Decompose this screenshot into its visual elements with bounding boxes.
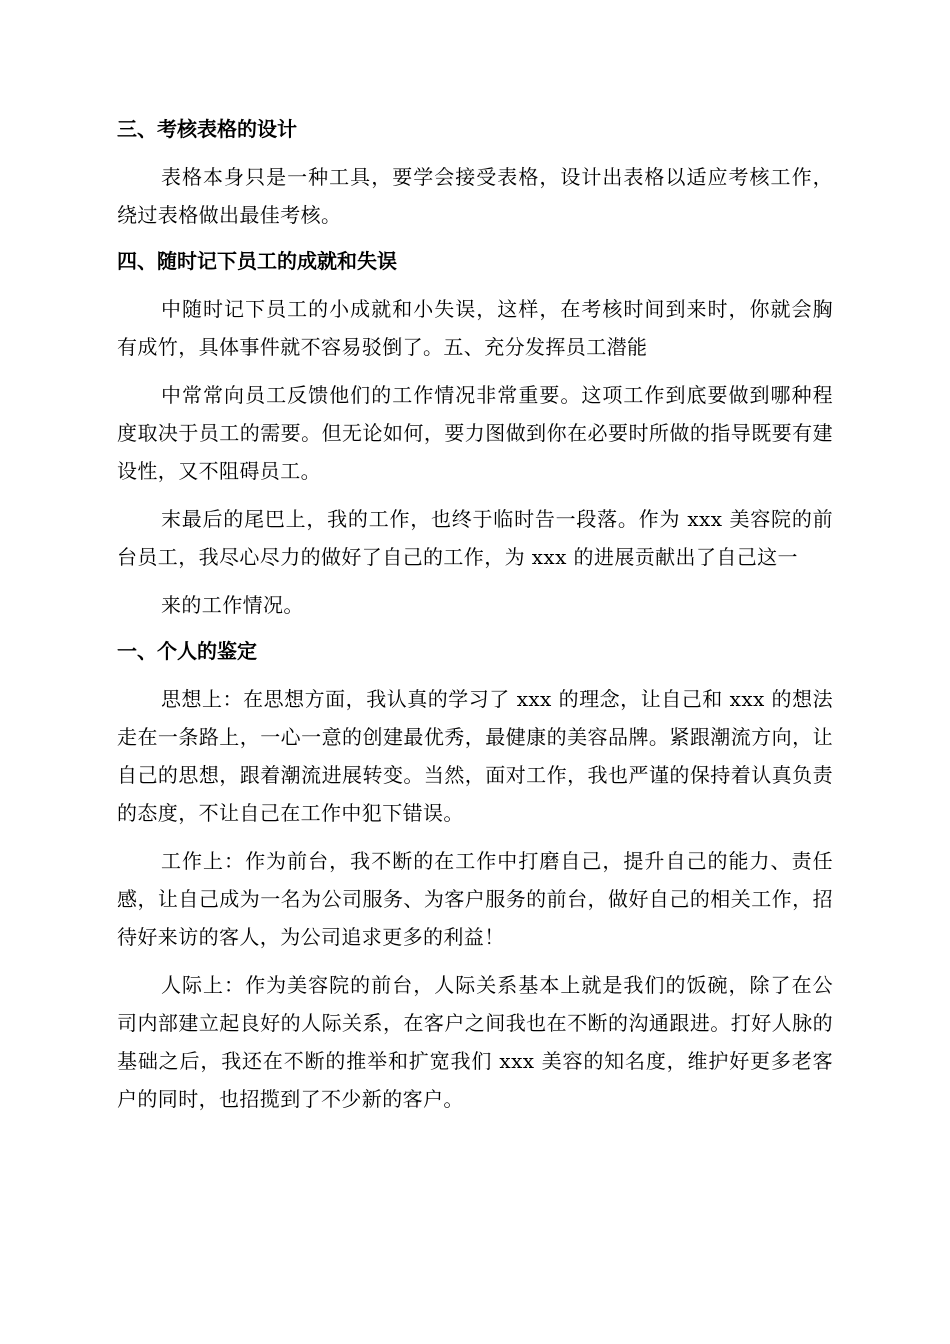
section-heading-3: 三、考核表格的设计 [117, 117, 297, 141]
section-heading-1: 一、个人的鉴定 [117, 639, 257, 663]
paragraph-thought: 思想上：在思想方面，我认真的学习了 xxx 的理念，让自己和 xxx 的想法走在一条路上，一心一意的创建最优秀，最健康的美容品牌。紧跟潮流方向，让自己的思想，跟着潮流进展转变。当然，面对工作，我也严谨的保持着认真负责的态度，不让自己在工作中犯下错误。 [117, 687, 833, 825]
paragraph-work: 工作上：作为前台，我不断的在工作中打磨自己，提升自己的能力、责任感，让自己成为一名为公司服务、为客户服务的前台，做好自己的相关工作，招待好来访的客人，为公司追求更多的利益！ [117, 849, 833, 949]
section-heading-4: 四、随时记下员工的成就和失误 [117, 249, 397, 273]
paragraph: 末最后的尾巴上，我的工作，也终于临时告一段落。作为 xxx 美容院的前台员工，我尽心尽力的做好了自己的工作，为 xxx 的进展贡献出了自己这一 [117, 507, 833, 569]
paragraph: 来的工作情况。 [161, 593, 304, 617]
paragraph: 中随时记下员工的小成就和小失误，这样，在考核时间到来时，你就会胸有成竹，具体事件就不容易驳倒了。五、充分发挥员工潜能 [117, 297, 833, 359]
document-page [117, 112, 833, 1128]
paragraph: 中常常向员工反馈他们的工作情况非常重要。这项工作到底要做到哪种程度取决于员工的需要。但无论如何，要力图做到你在必要时所做的指导既要有建设性，又不阻碍员工。 [117, 383, 833, 483]
paragraph: 表格本身只是一种工具，要学会接受表格，设计出表格以适应考核工作，绕过表格做出最佳考核。 [117, 165, 833, 227]
paragraph-relations: 人际上：作为美容院的前台，人际关系基本上就是我们的饭碗，除了在公司内部建立起良好的人际关系，在客户之间我也在不断的沟通跟进。打好人脉的基础之后，我还在不断的推举和扩宽我们 xxx 美容的知名度，维护好更多老客户的同时，也招揽到了不少新的客户。 [117, 973, 833, 1111]
